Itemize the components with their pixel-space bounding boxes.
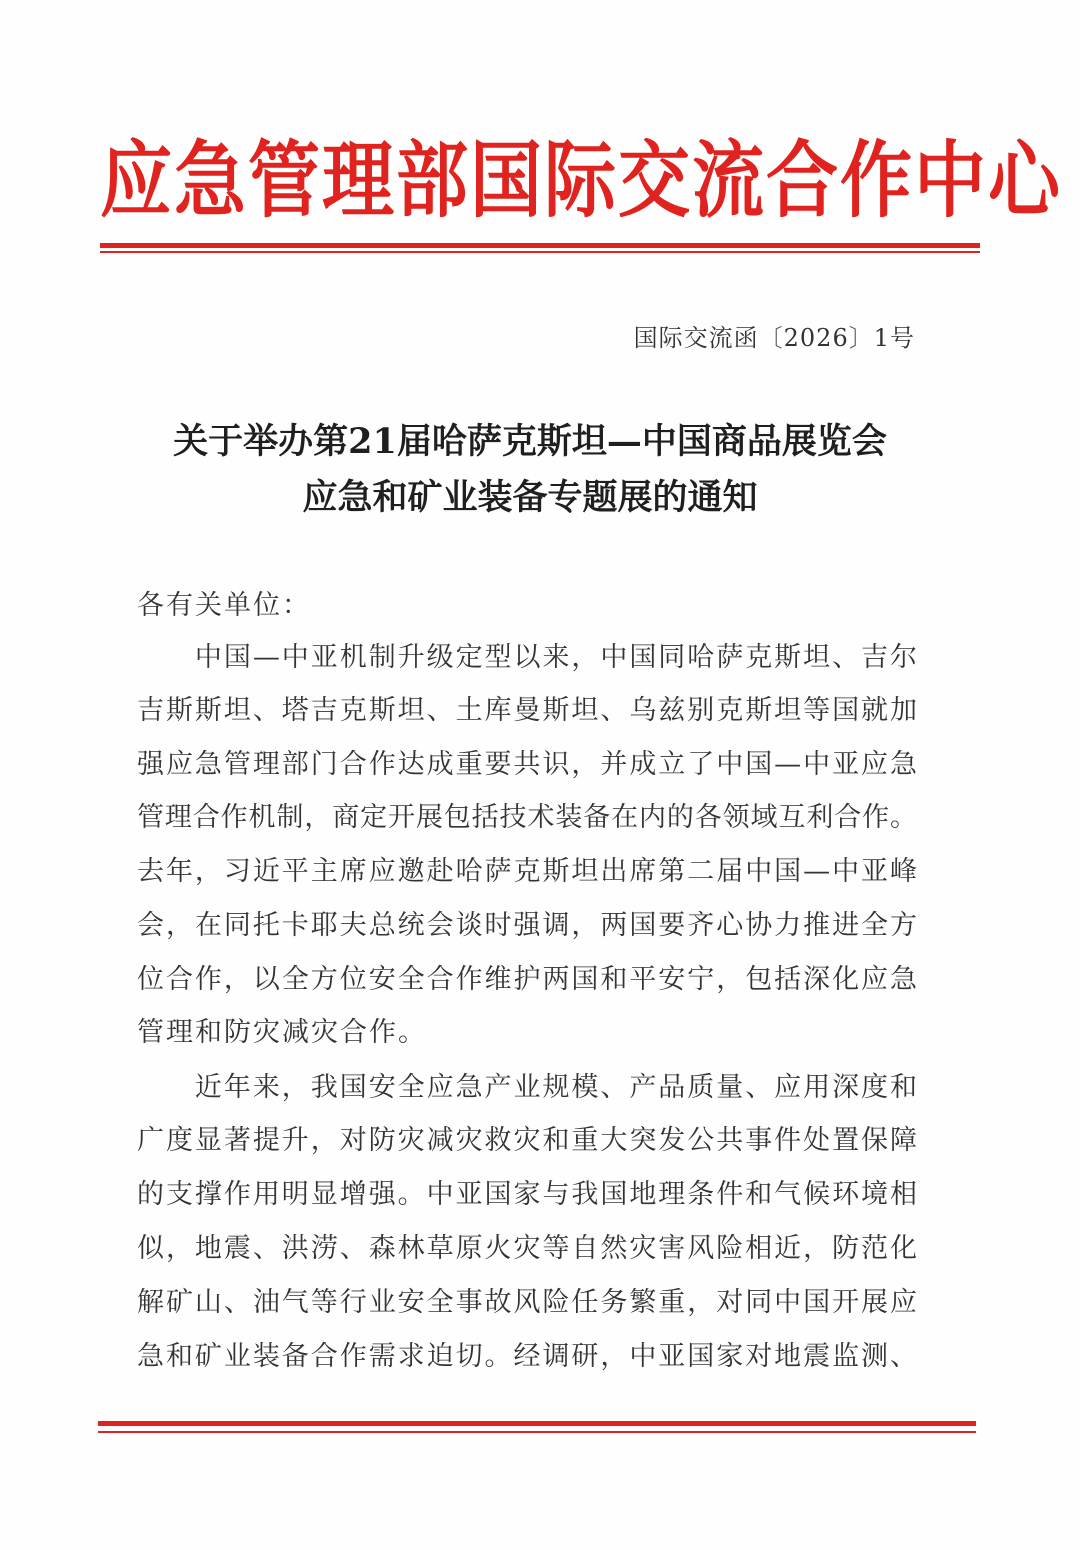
body-line: 广度显著提升，对防灾减灾救灾和重大突发公共事件处置保障 bbox=[137, 1125, 917, 1156]
document-title-line-1: 关于举办第21届哈萨克斯坦—中国商品展览会 bbox=[173, 421, 887, 462]
body-line: 吉斯斯坦、塔吉克斯坦、土库曼斯坦、乌兹别克斯坦等国就加 bbox=[137, 695, 917, 726]
footer-divider-thin bbox=[98, 1431, 976, 1433]
letterhead-divider-thick bbox=[100, 243, 980, 248]
salutation: 各有关单位： bbox=[137, 590, 311, 621]
body-line: 中国—中亚机制升级定型以来，中国同哈萨克斯坦、吉尔 bbox=[137, 642, 917, 673]
body-line: 去年，习近平主席应邀赴哈萨克斯坦出席第二届中国—中亚峰 bbox=[137, 856, 917, 887]
footer-divider-thick bbox=[98, 1421, 976, 1426]
letterhead-org-name: 应急管理部国际交流合作中心 bbox=[100, 131, 1063, 229]
body-line: 的支撑作用明显增强。中亚国家与我国地理条件和气候环境相 bbox=[137, 1179, 917, 1210]
document-title-line-2: 应急和矿业装备专题展的通知 bbox=[302, 477, 758, 518]
body-line: 似，地震、洪涝、森林草原火灾等自然灾害风险相近，防范化 bbox=[137, 1233, 917, 1264]
document-number: 国际交流函〔2026〕1号 bbox=[633, 324, 915, 352]
body-line: 急和矿业装备合作需求迫切。经调研，中亚国家对地震监测、 bbox=[137, 1341, 917, 1372]
body-line: 解矿山、油气等行业安全事故风险任务繁重，对同中国开展应 bbox=[137, 1287, 917, 1318]
body-line: 管理合作机制，商定开展包括技术装备在内的各领域互利合作。 bbox=[137, 802, 917, 833]
body-line: 近年来，我国安全应急产业规模、产品质量、应用深度和 bbox=[137, 1072, 917, 1103]
body-line: 位合作，以全方位安全合作维护两国和平安宁，包括深化应急 bbox=[137, 964, 917, 995]
letterhead-divider-thin bbox=[100, 251, 980, 253]
body-line: 强应急管理部门合作达成重要共识，并成立了中国—中亚应急 bbox=[137, 749, 917, 780]
body-line: 会，在同托卡耶夫总统会谈时强调，两国要齐心协力推进全方 bbox=[137, 910, 917, 941]
body-line: 管理和防灾减灾合作。 bbox=[137, 1017, 427, 1048]
